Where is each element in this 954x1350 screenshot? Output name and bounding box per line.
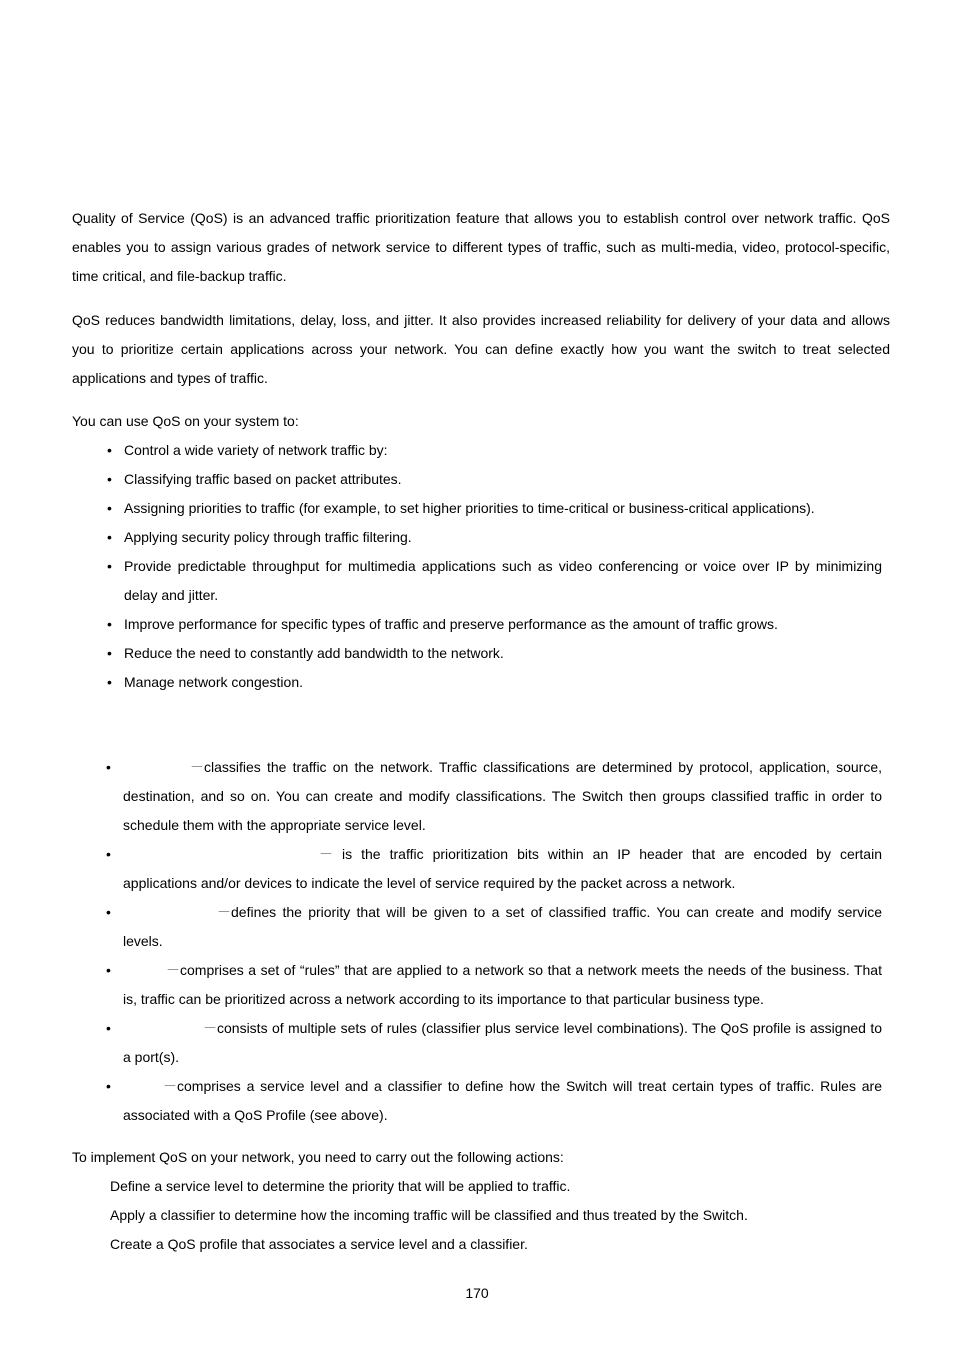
- list-item-text: Provide predictable throughput for multimedia applications such as video conferencing or voice over IP by minimizing delay and jitter.: [124, 558, 882, 603]
- dash-glyph: －: [163, 1078, 177, 1094]
- bullet-icon: •: [106, 846, 111, 862]
- dash-glyph: －: [203, 1020, 217, 1036]
- list-item: [0, 639, 954, 668]
- list-item-text: Reduce the need to constantly add bandwidth to the network.: [124, 645, 504, 661]
- list-item: Define a service level to determine the priority that will be applied to traffic.: [110, 1178, 571, 1194]
- list-item-text: Manage network congestion.: [124, 674, 303, 690]
- list-item: [0, 436, 954, 465]
- intro-paragraph-2: QoS reduces bandwidth limitations, delay, loss, and jitter. It also provides increased reliability for delivery of your data and allows you to prioritize certain applications across your network. You can define exactly how you want the switch to treat selected applications and types of traffic.: [72, 312, 890, 386]
- dash-glyph: －: [190, 759, 204, 775]
- definition-text: defines the priority that will be given to a set of classified traffic. You can create and modify service levels.: [123, 904, 882, 949]
- list-item: [0, 465, 954, 494]
- bullet-icon: •: [107, 558, 112, 574]
- list-item-text: Classifying traffic based on packet attributes.: [124, 471, 402, 487]
- list-item: Apply a classifier to determine how the incoming traffic will be classified and thus treated by the Switch.: [110, 1207, 748, 1223]
- dash-glyph: －: [217, 904, 231, 920]
- uses-list: [0, 436, 954, 697]
- uses-heading: You can use QoS on your system to:: [72, 413, 299, 429]
- definition-rule: [0, 1072, 954, 1130]
- definition-classifier: [0, 753, 954, 840]
- implement-steps: [110, 1172, 748, 1259]
- definition-dscp: [0, 840, 954, 898]
- bullet-icon: •: [107, 616, 112, 632]
- dash-glyph: －: [166, 962, 180, 978]
- definition-text: comprises a set of “rules” that are applied to a network so that a network meets the needs of the business. That is, traffic can be prioritized across a network according to its importance to that particular business type.: [123, 962, 882, 1007]
- definitions-list: [0, 753, 954, 1130]
- list-item: [0, 552, 954, 610]
- definition-qos-profile: [0, 1014, 954, 1072]
- definition-text: classifies the traffic on the network. Traffic classifications are determined by protocol, application, source, destination, and so on. You can create and modify classifications. The Switch then groups classified traffic in order to schedule them with the appropriate service level.: [123, 759, 882, 833]
- list-item-text: Assigning priorities to traffic (for example, to set higher priorities to time-critical or business-critical applications).: [124, 500, 815, 516]
- definition-service-level: [0, 898, 954, 956]
- definition-policy: [0, 956, 954, 1014]
- list-item-text: Applying security policy through traffic filtering.: [124, 529, 412, 545]
- implement-heading: To implement QoS on your network, you need to carry out the following actions:: [72, 1149, 564, 1165]
- bullet-icon: •: [106, 904, 111, 920]
- bullet-icon: •: [107, 674, 112, 690]
- list-item: [0, 523, 954, 552]
- page-number: 170: [465, 1285, 489, 1301]
- list-item-text: Improve performance for specific types of traffic and preserve performance as the amount of traffic grows.: [124, 616, 778, 632]
- intro-paragraph-1: Quality of Service (QoS) is an advanced traffic prioritization feature that allows you to establish control over network traffic. QoS enables you to assign various grades of network service to different types of traffic, such as multi-media, video, protocol-specific, time critical, and file-backup traffic.: [72, 210, 890, 284]
- bullet-icon: •: [107, 442, 112, 458]
- definition-text: consists of multiple sets of rules (classifier plus service level combinations). The QoS profile is assigned to a port(s).: [123, 1020, 882, 1065]
- definition-text: comprises a service level and a classifier to define how the Switch will treat certain types of traffic. Rules are associated with a QoS Profile (see above).: [123, 1078, 882, 1123]
- bullet-icon: •: [107, 500, 112, 516]
- bullet-icon: •: [106, 759, 111, 775]
- list-item: Create a QoS profile that associates a service level and a classifier.: [110, 1236, 528, 1252]
- bullet-icon: •: [106, 962, 111, 978]
- definition-text: is the traffic prioritization bits within an IP header that are encoded by certain applications and/or devices to indicate the level of service required by the packet across a network.: [123, 846, 882, 891]
- bullet-icon: •: [107, 471, 112, 487]
- bullet-icon: •: [107, 529, 112, 545]
- dash-glyph: －: [319, 846, 333, 862]
- list-item: [0, 668, 954, 697]
- bullet-icon: •: [106, 1078, 111, 1094]
- bullet-icon: •: [107, 645, 112, 661]
- list-item: [0, 494, 954, 523]
- list-item-text: Control a wide variety of network traffic by:: [124, 442, 388, 458]
- bullet-icon: •: [106, 1020, 111, 1036]
- list-item: [0, 610, 954, 639]
